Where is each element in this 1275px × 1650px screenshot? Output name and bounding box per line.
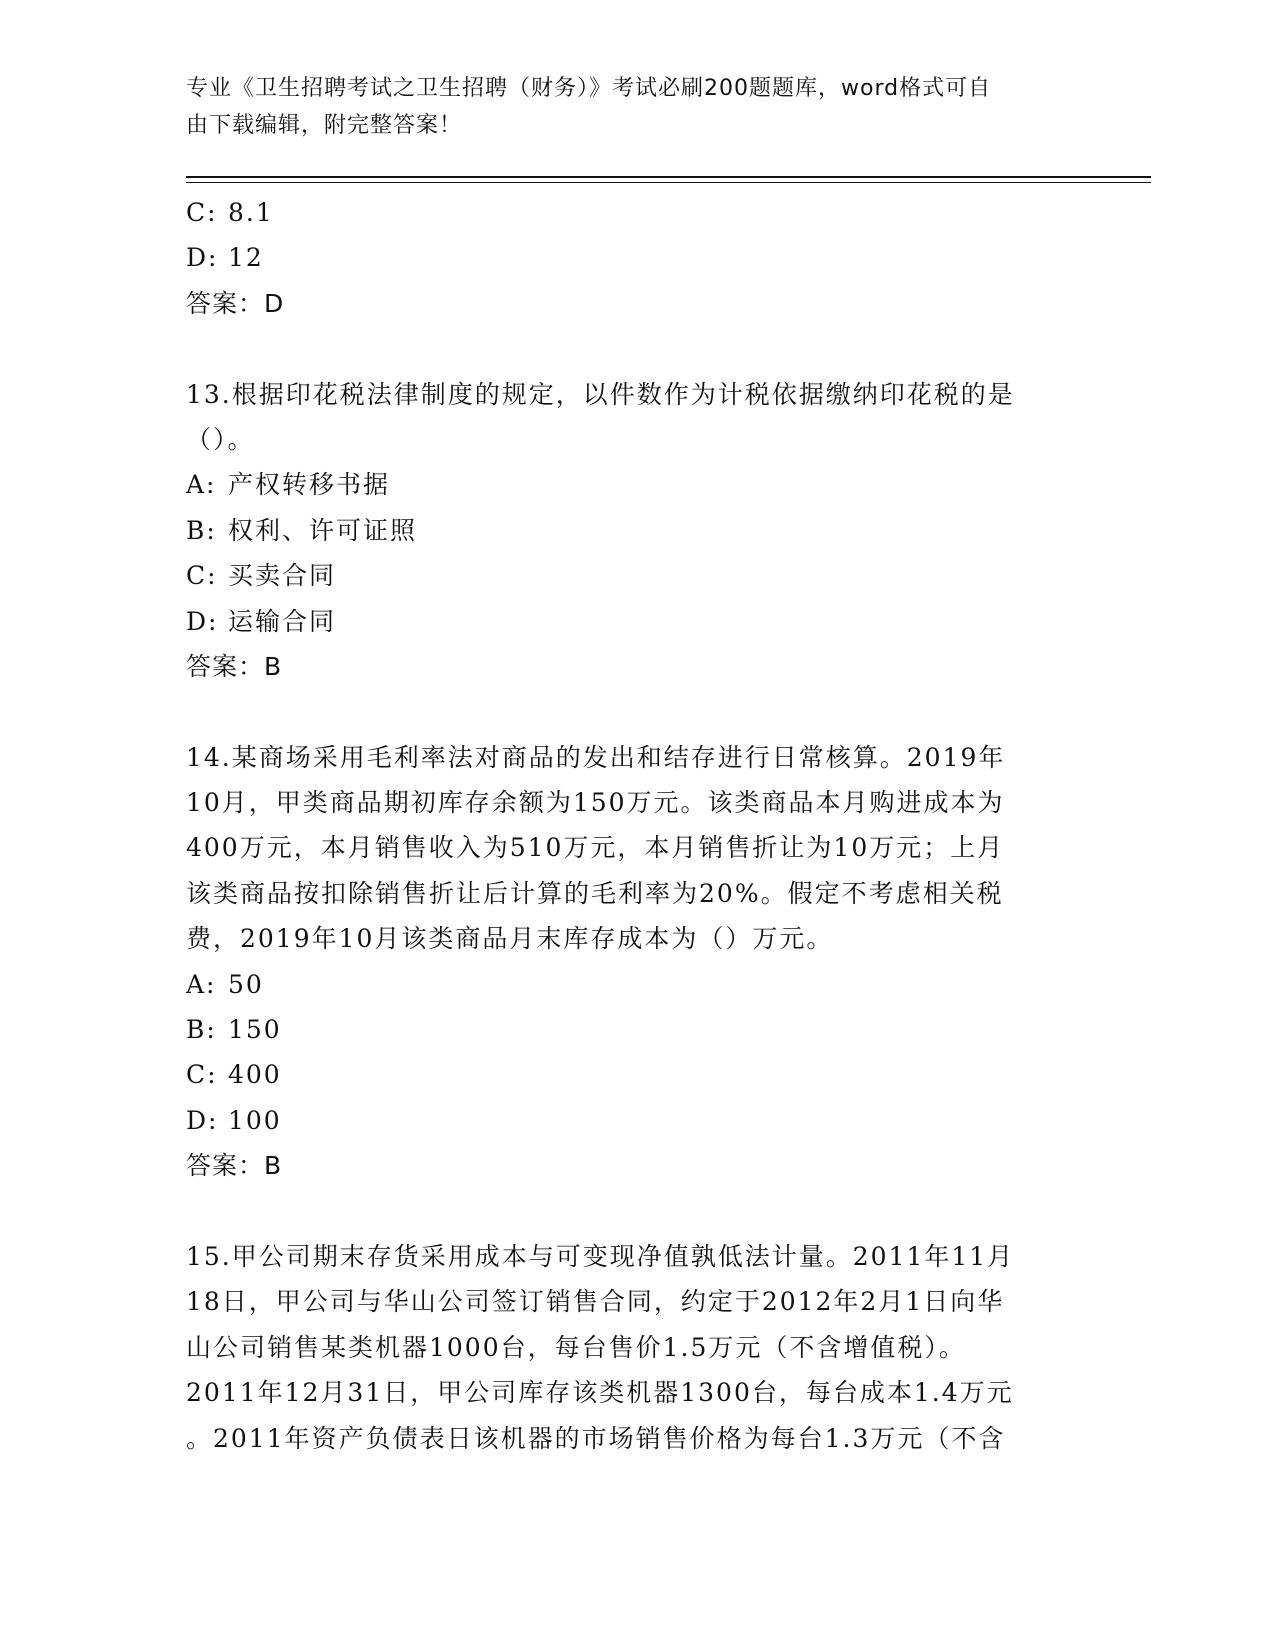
question-stem-line: 。2011年资产负债表日该机器的市场销售价格为每台1.3万元（不含 <box>186 1423 1006 1453</box>
question-15 <box>186 1234 1086 1461</box>
document-body <box>186 190 1086 1461</box>
header-divider-thin <box>186 182 1151 183</box>
option-a: A: 产权转移书据 <box>186 470 391 500</box>
option-c: C: 400 <box>186 1060 282 1090</box>
question-12-tail <box>186 190 1086 326</box>
answer-line: 答案：B <box>186 1151 283 1181</box>
header-line-1: 专业《卫生招聘考试之卫生招聘（财务）》考试必刷200题题库，word格式可自 <box>186 76 992 101</box>
option-c: C: 买卖合同 <box>186 561 337 591</box>
option-d: D: 100 <box>186 1105 282 1135</box>
question-stem-line: 400万元，本月销售收入为510万元，本月销售折让为10万元；上月 <box>186 833 1005 863</box>
document-header <box>186 70 1066 144</box>
header-line-2: 由下载编辑，附完整答案！ <box>186 113 463 138</box>
question-stem-line: 18日，甲公司与华山公司签订销售合同，约定于2012年2月1日向华 <box>186 1287 1005 1317</box>
option-b: B: 权利、许可证照 <box>186 515 418 545</box>
option-b: B: 150 <box>186 1015 282 1045</box>
question-stem-line: 该类商品按扣除销售折让后计算的毛利率为20%。假定不考虑相关税 <box>186 878 1004 908</box>
question-stem-line: 13.根据印花税法律制度的规定，以件数作为计税依据缴纳印花税的是 <box>186 379 1015 409</box>
question-stem-line: 10月，甲类商品期初库存余额为150万元。该类商品本月购进成本为 <box>186 788 1005 818</box>
question-stem-line: 费，2019年10月该类商品月末库存成本为（）万元。 <box>186 924 834 954</box>
option-d: D: 运输合同 <box>186 606 337 636</box>
header-divider-thick <box>186 176 1151 178</box>
answer-line: 答案：D <box>186 288 285 318</box>
answer-line: 答案：B <box>186 651 283 681</box>
question-13 <box>186 372 1086 690</box>
question-stem-line: 15.甲公司期末存货采用成本与可变现净值孰低法计量。2011年11月 <box>186 1241 1015 1271</box>
question-stem-line: 14.某商场采用毛利率法对商品的发出和结存进行日常核算。2019年 <box>186 742 1006 772</box>
question-stem-line: （）。 <box>186 424 255 454</box>
question-14 <box>186 735 1086 1189</box>
question-stem-line: 山公司销售某类机器1000台，每台售价1.5万元（不含增值税）。 <box>186 1332 966 1362</box>
option-d: D: 12 <box>186 243 264 273</box>
question-stem-line: 2011年12月31日，甲公司库存该类机器1300台，每台成本1.4万元 <box>186 1378 1014 1408</box>
option-a: A: 50 <box>186 969 264 999</box>
option-c: C: 8.1 <box>186 198 274 227</box>
